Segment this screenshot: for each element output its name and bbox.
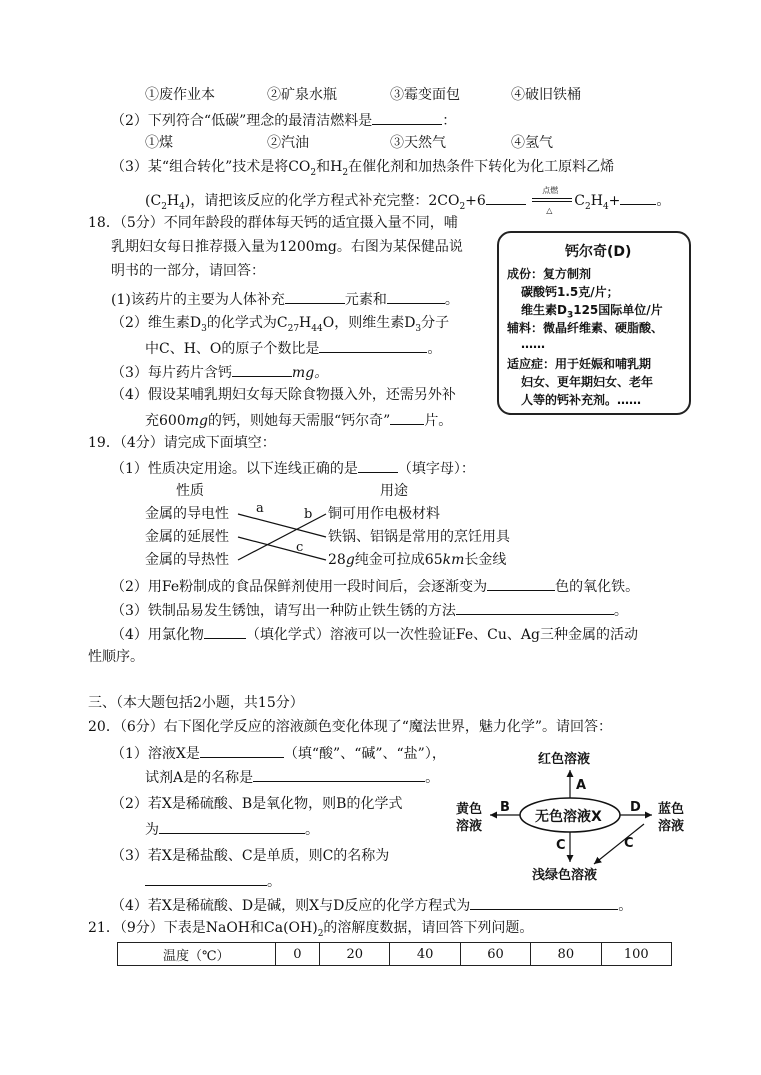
answer-blank[interactable]	[470, 895, 618, 910]
node-yellow-solution-2: 溶液	[456, 819, 483, 834]
product-ellipsis: ……	[521, 337, 545, 351]
q21-head: 21．（9分）下表是NaOH和$Ca(OH)_2$的溶解度数据，请回答下列问题。	[88, 920, 534, 939]
product-indication: 适应症：用于妊娠和哺乳期	[507, 357, 652, 371]
q19-sub3: （3）铁制品易发生锈蚀，请写出一种防止铁生锈的方法 。	[111, 600, 628, 620]
q20-sub2-line2: 为 。	[145, 819, 319, 839]
q17-sub2: （2）下列符合“低碳”理念的最清洁燃料是 ：	[111, 110, 456, 130]
table-header-cell: 温度（℃）	[118, 943, 276, 966]
q17-option: ②汽油	[267, 135, 309, 151]
product-excipient: 辅料：微晶纤维素、硬脂酸、	[507, 321, 664, 335]
table-cell: 100	[601, 943, 672, 966]
column-header-use: 用途	[380, 483, 408, 499]
label-B: B	[500, 800, 510, 815]
node-red-solution: 红色溶液	[538, 752, 591, 767]
answer-blank[interactable]	[145, 871, 267, 886]
reaction-condition: 点燃 △	[530, 192, 574, 210]
q20-sub2: （2）若X是稀硫酸、B是氧化物，则B的化学式	[111, 796, 403, 812]
match-line-b	[238, 514, 326, 560]
label-C1: C	[556, 838, 566, 853]
q18-line2: 乳期妇女每日推荐摄入量为1200mg。右图为某保健品说	[111, 239, 463, 255]
label-D: D	[630, 800, 641, 815]
node-yellow-solution-1: 黄色	[456, 802, 483, 817]
q19-head: 19．（4分）请完成下面填空：	[88, 435, 276, 451]
section-heading: 三、（本大题包括2小题，共15分）	[88, 695, 304, 711]
color-change-diagram	[448, 744, 688, 884]
answer-blank[interactable]	[253, 767, 425, 782]
q17-option: ①煤	[145, 135, 173, 151]
q18-sub1: (1)该药片的主要为人体补充 元素和 。	[111, 289, 459, 309]
node-pale-green-solution: 浅绿色溶液	[532, 868, 598, 883]
use-item: 28g纯金可拉成65km长金线	[328, 552, 507, 568]
q20-head: 20．（6分）右下图化学反应的溶液颜色变化体现了“魔法世界，魅力化学”。请回答：	[88, 719, 613, 735]
use-item: 铁锅、铝锅是常用的烹饪用具	[328, 529, 510, 545]
q17-option: ③天然气	[390, 135, 446, 151]
q19-sub4: （4）用氯化物 （填化学式）溶液可以一次性验证Fe、Cu、Ag三种金属的活动	[111, 624, 638, 644]
product-ingredient-line: 维生素$D_3125$国际单位/片	[521, 303, 663, 321]
q20-sub1: （1）溶液X是 （填“酸”、“碱”、“盐”），	[111, 743, 446, 763]
q17-sub3: （3）某“组合转化”技术是将$CO_2$和$H_2$在催化剂和加热条件下转化为化工原料乙烯	[111, 159, 615, 178]
q18-sub4-line2: 充600mg的钙，则她每天需服“钙尔奇” 片。	[145, 410, 452, 430]
answer-blank[interactable]	[204, 624, 246, 639]
table-cell: 20	[320, 943, 390, 966]
q17-option: ④破旧铁桶	[511, 87, 581, 103]
q17-sub3-line2: $(C_2H_4)$，请把该反应的化学方程式补充完整：$2CO_2+6$ 点燃 △ $C_2H_4+$ 。	[145, 186, 671, 215]
q18-sub2-line2: 中C、H、O的原子个数比是 。	[145, 338, 441, 358]
match-label-c: c	[296, 540, 304, 555]
q19-sub1: （1）性质决定用途。以下连线正确的是 （填字母）：	[111, 458, 475, 478]
product-title: 钙尔奇(D)	[565, 244, 632, 260]
table-cell: 40	[390, 943, 460, 966]
answer-blank[interactable]	[487, 576, 555, 591]
q20-sub3-line2: 。	[145, 871, 281, 891]
q17-option: ①废作业本	[145, 87, 215, 103]
q17-option: ④氢气	[511, 135, 553, 151]
property-item: 金属的导电性	[145, 506, 229, 522]
node-colorless-x: 无色溶液X	[535, 809, 602, 825]
match-line-a	[238, 514, 326, 537]
q18-sub4: （4）假设某哺乳期妇女每天除食物摄入外，还需另外补	[111, 387, 456, 403]
property-item: 金属的导热性	[145, 552, 229, 568]
use-item: 铜可用作电极材料	[328, 506, 440, 522]
q20-sub4: （4）若X是稀硫酸、D是碱，则X与D反应的化学方程式为 。	[111, 895, 632, 915]
answer-blank[interactable]	[200, 743, 284, 758]
answer-blank[interactable]	[456, 600, 614, 615]
q17-option: ②矿泉水瓶	[267, 87, 337, 103]
property-item: 金属的延展性	[145, 529, 229, 545]
table-cell: 80	[531, 943, 601, 966]
table-cell: 0	[275, 943, 320, 966]
product-ingredient-line: 碳酸钙1.5克/片；	[521, 285, 619, 299]
q18-head: 18．（5分）不同年龄段的群体每天钙的适宜摄入量不同，哺	[88, 215, 458, 231]
match-label-b: b	[304, 507, 313, 522]
q20-sub3: （3）若X是稀盐酸、C是单质，则C的名称为	[111, 848, 390, 864]
q18-line3: 明书的一部分，请回答：	[111, 263, 265, 279]
label-C2: C	[624, 836, 634, 851]
q18-sub3: （3）每片药片含钙 mg。	[111, 362, 328, 382]
solubility-table	[117, 942, 672, 966]
q20-sub1-line2: 试剂A是的名称是 。	[145, 767, 439, 787]
label-A: A	[576, 778, 587, 793]
q17-option: ③霉变面包	[390, 87, 460, 103]
product-indication-line: 妇女、更年期妇女、老年	[521, 375, 654, 389]
arrow-C2	[594, 824, 644, 864]
product-ingredient: 成份：复方制剂	[507, 267, 592, 281]
q19-sub2: （2）用Fe粉制成的食品保鲜剂使用一段时间后，会逐渐变为 色的氧化铁。	[111, 576, 639, 596]
q18-sub2: （2）维生素$D_3$的化学式为$C_{27}H_{44}O$，则维生素$D_3$分子	[111, 315, 450, 334]
product-indication-line: 人等的钙补充剂。……	[521, 393, 642, 407]
column-header-property: 性质	[176, 483, 204, 499]
node-blue-solution-2: 溶液	[658, 819, 685, 834]
table-row	[118, 943, 672, 966]
match-line-c	[238, 537, 326, 560]
table-cell: 60	[460, 943, 530, 966]
answer-blank[interactable]	[159, 819, 305, 834]
match-label-a: a	[256, 501, 264, 516]
node-blue-solution-1: 蓝色	[658, 802, 685, 817]
q19-sub4-line2: 性顺序。	[88, 649, 144, 665]
